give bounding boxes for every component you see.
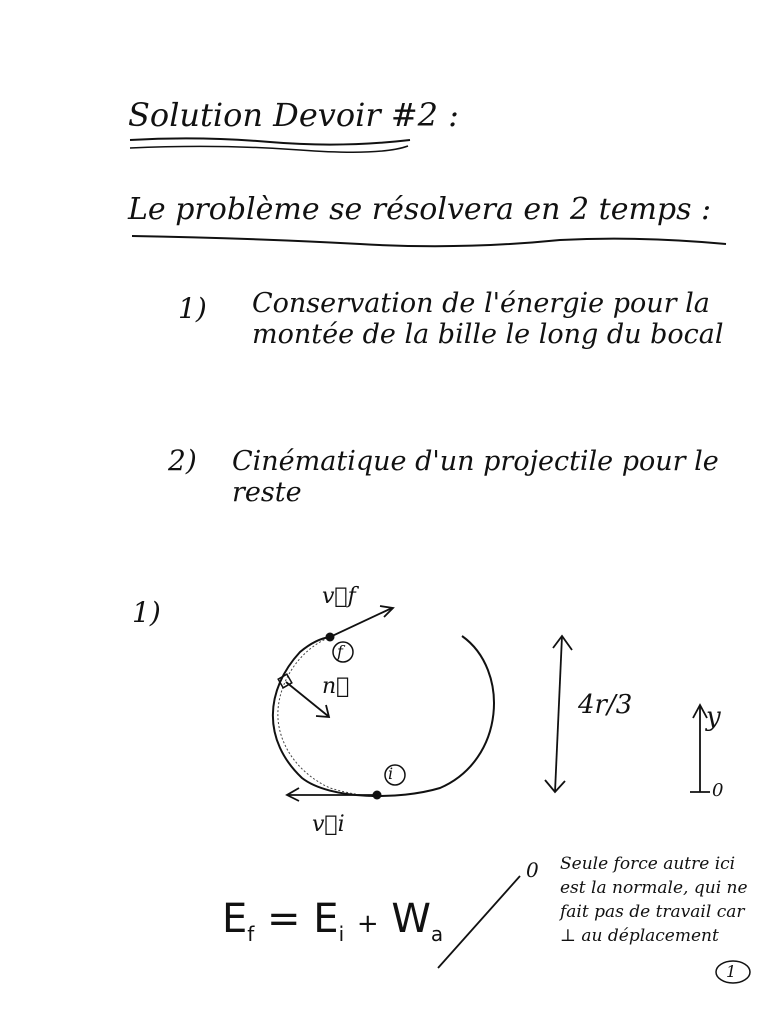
wa-subscript: a — [430, 922, 444, 946]
plus-sign: + — [356, 909, 379, 939]
normal-force-note: Seule force autre ici est la normale, qui ne fait pas de travail car ⊥ au déplacement — [560, 854, 748, 946]
label-vf: v⃗f — [322, 584, 356, 609]
section-1-number: 1) — [132, 596, 161, 629]
label-vi: v⃗i — [312, 812, 345, 837]
page-title: Solution Devoir #2 : — [128, 96, 459, 134]
intro-underline — [132, 236, 726, 246]
title-underline-2 — [130, 146, 408, 152]
wa-symbol: W — [391, 896, 431, 942]
label-height: 4r/3 — [578, 690, 633, 720]
step-1-number: 1) — [178, 292, 207, 325]
ei-symbol: E — [313, 896, 339, 942]
energy-equation — [222, 896, 443, 946]
ei-subscript: i — [338, 922, 345, 946]
label-origin: 0 — [712, 780, 724, 801]
wa-strike — [438, 876, 520, 968]
ef-symbol: E — [222, 896, 248, 942]
bowl-arc — [273, 636, 494, 796]
marker-1: 1 — [726, 962, 737, 981]
label-f: f — [337, 642, 343, 661]
step-2-text: Cinématique d'un projectile pour le reste — [232, 446, 719, 508]
label-y-axis: y — [706, 702, 721, 732]
step-1-text: Conservation de l'énergie pour la montée de la bille le long du bocal — [252, 288, 724, 350]
intro-line: Le problème se résolvera en 2 temps : — [128, 192, 712, 227]
work-zero: 0 — [526, 858, 539, 882]
circle-f — [333, 642, 353, 662]
title-underline — [130, 138, 410, 144]
step-2-number: 2) — [168, 444, 197, 477]
equals-sign: = — [267, 896, 301, 942]
ef-subscript: f — [247, 922, 255, 946]
label-i: i — [388, 764, 394, 783]
label-n: n⃗ — [322, 674, 350, 699]
